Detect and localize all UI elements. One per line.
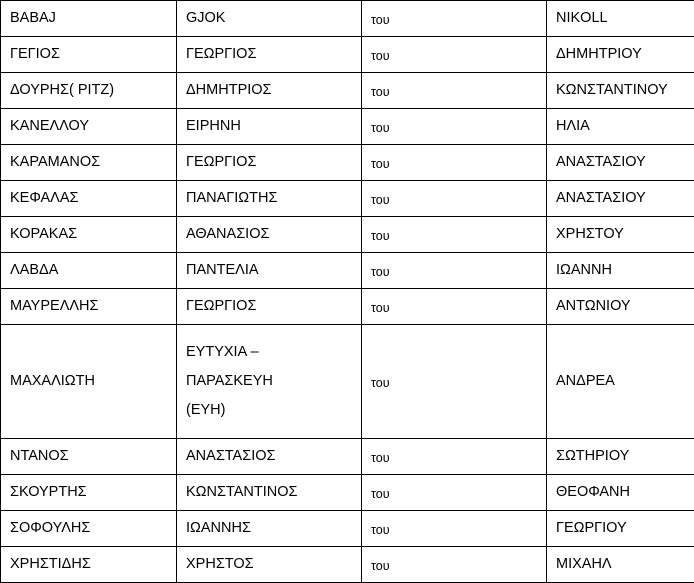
table-row: [1, 1, 694, 37]
surname-cell: ΛΑΒΔΑ: [1, 253, 177, 289]
surname-cell: ΜΑΥΡΕΛΛΗΣ: [1, 289, 177, 325]
father-name-cell: NIKOLL: [547, 1, 694, 37]
table-row: [1, 289, 694, 325]
connector-cell: του: [362, 547, 547, 583]
surname-cell: ΚΕΦΑΛΑΣ: [1, 181, 177, 217]
table-row: [1, 325, 694, 439]
table-row: [1, 37, 694, 73]
connector-cell: του: [362, 217, 547, 253]
first-name-cell: [177, 253, 362, 289]
table-row: [1, 217, 694, 253]
father-name-cell: ΘΕΟΦΑΝΗ: [547, 475, 694, 511]
first-name-line: ΕΥΤΥΧΙΑ –: [186, 344, 259, 360]
first-name-line: ΓΕΩΡΓΙΟΣ: [186, 298, 257, 314]
connector-cell: του: [362, 253, 547, 289]
first-name-line: ΠΑΝΑΓΙΩΤΗΣ: [186, 190, 278, 206]
first-name-cell: [177, 217, 362, 253]
connector-cell: του: [362, 511, 547, 547]
first-name-cell: [177, 511, 362, 547]
first-name-line: ΠΑΝΤΕΛΙΑ: [186, 262, 259, 278]
table-row: [1, 475, 694, 511]
first-name-cell: [177, 37, 362, 73]
first-name-line: ΓΕΩΡΓΙΟΣ: [186, 154, 257, 170]
table-row: [1, 181, 694, 217]
first-name-line: ΔΗΜΗΤΡΙΟΣ: [186, 82, 272, 98]
first-name-cell: [177, 547, 362, 583]
surname-cell: ΣΟΦΟΥΛΗΣ: [1, 511, 177, 547]
connector-cell: του: [362, 37, 547, 73]
surname-cell: ΝΤΑΝΟΣ: [1, 439, 177, 475]
surname-cell: ΔΟΥΡΗΣ( ΡΙΤΖ): [1, 73, 177, 109]
first-name-line: (ΕΥΗ): [186, 402, 226, 418]
first-name-cell: [177, 109, 362, 145]
names-table-body: [1, 1, 694, 583]
father-name-cell: ΚΩΝΣΤΑΝΤΙΝΟΥ: [547, 73, 694, 109]
first-name-line: ΓΕΩΡΓΙΟΣ: [186, 46, 257, 62]
connector-cell: του: [362, 145, 547, 181]
surname-cell: ΜΑΧΑΛΙΩΤΗ: [1, 325, 177, 439]
first-name-line: ΕΙΡΗΝΗ: [186, 118, 241, 134]
first-name-line: ΙΩΑΝΝΗΣ: [186, 520, 251, 536]
father-name-cell: ΔΗΜΗΤΡΙΟΥ: [547, 37, 694, 73]
first-name-line: ΠΑΡΑΣΚΕΥΗ: [186, 373, 273, 389]
first-name-cell: [177, 1, 362, 37]
first-name-cell: [177, 181, 362, 217]
connector-cell: του: [362, 73, 547, 109]
surname-cell: ΚΟΡΑΚΑΣ: [1, 217, 177, 253]
first-name-cell: [177, 73, 362, 109]
first-name-cell: [177, 145, 362, 181]
first-name-line: ΚΩΝΣΤΑΝΤΙΝΟΣ: [186, 484, 298, 500]
connector-cell: του: [362, 289, 547, 325]
first-name-cell: [177, 289, 362, 325]
first-name-line: GJOK: [186, 10, 226, 26]
table-row: [1, 73, 694, 109]
father-name-cell: ΑΝΑΣΤΑΣΙΟΥ: [547, 145, 694, 181]
father-name-cell: ΙΩΑΝΝΗ: [547, 253, 694, 289]
surname-cell: ΣΚΟΥΡΤΗΣ: [1, 475, 177, 511]
table-row: [1, 109, 694, 145]
first-name-cell: [177, 439, 362, 475]
table-row: [1, 547, 694, 583]
first-name-cell: [177, 325, 362, 439]
first-name-line: ΑΘΑΝΑΣΙΟΣ: [186, 226, 270, 242]
father-name-cell: ΑΝΔΡΕΑ: [547, 325, 694, 439]
father-name-cell: ΧΡΗΣΤΟΥ: [547, 217, 694, 253]
father-name-cell: ΜΙΧΑΗΛ: [547, 547, 694, 583]
surname-cell: ΓΕΓΙΟΣ: [1, 37, 177, 73]
table-row: [1, 253, 694, 289]
table-row: [1, 439, 694, 475]
first-name-line: ΑΝΑΣΤΑΣΙΟΣ: [186, 448, 276, 464]
surname-cell: ΧΡΗΣΤΙΔΗΣ: [1, 547, 177, 583]
father-name-cell: ΑΝΤΩΝΙΟΥ: [547, 289, 694, 325]
connector-cell: του: [362, 109, 547, 145]
father-name-cell: ΣΩΤΗΡΙΟΥ: [547, 439, 694, 475]
father-name-cell: ΓΕΩΡΓΙΟΥ: [547, 511, 694, 547]
father-name-cell: ΑΝΑΣΤΑΣΙΟΥ: [547, 181, 694, 217]
father-name-cell: ΗΛΙΑ: [547, 109, 694, 145]
surname-cell: ΚΑΝΕΛΛΟΥ: [1, 109, 177, 145]
connector-cell: του: [362, 1, 547, 37]
connector-cell: του: [362, 181, 547, 217]
table-row: [1, 145, 694, 181]
first-name-cell: [177, 475, 362, 511]
first-name-line: ΧΡΗΣΤΟΣ: [186, 556, 254, 572]
table-row: [1, 511, 694, 547]
connector-cell: του: [362, 475, 547, 511]
surname-cell: BABAJ: [1, 1, 177, 37]
connector-cell: του: [362, 439, 547, 475]
connector-cell: του: [362, 325, 547, 439]
surname-cell: ΚΑΡΑΜΑΝΟΣ: [1, 145, 177, 181]
